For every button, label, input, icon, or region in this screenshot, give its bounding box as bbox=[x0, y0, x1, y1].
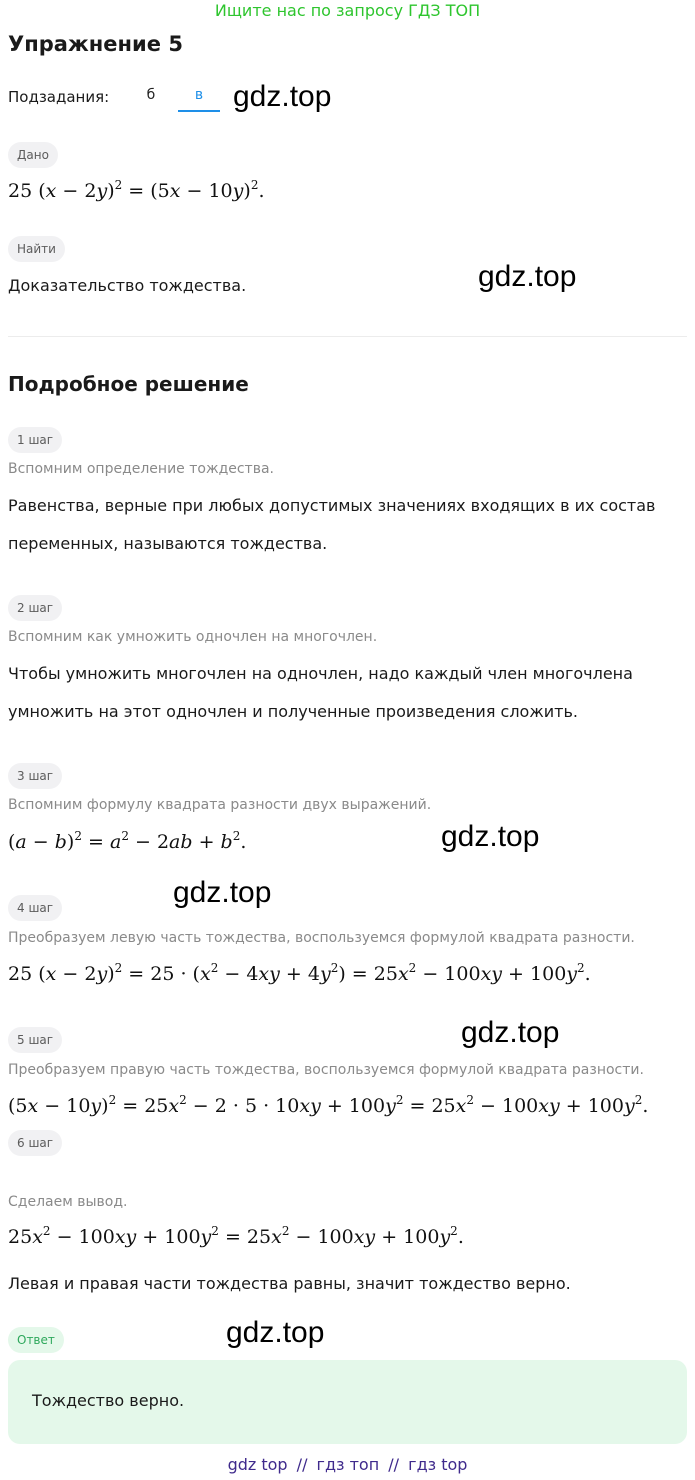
search-hint-banner: Ищите нас по запросу ГДЗ ТОП bbox=[214, 1, 481, 20]
step-badge: 2 шаг bbox=[8, 595, 62, 621]
find-text: Доказательство тождества. bbox=[8, 276, 247, 295]
solution-title: Подробное решение bbox=[8, 372, 249, 396]
step-formula: $(5x - 10y)^2 = 25x^2 - 2 \cdot 5 \cdot 10xy + 100y^2 = 25x^2 - 100xy + 100y^2$. bbox=[8, 1093, 649, 1117]
watermark: gdz.top bbox=[226, 1316, 325, 1349]
answer-text: Тождество верно. bbox=[32, 1391, 185, 1410]
watermark: gdz.top bbox=[233, 80, 332, 113]
given-formula: 25 $(x - 2y)^2 = (5x - 10y)^2$. bbox=[8, 178, 265, 202]
step-formula: $25x^2 - 100xy + 100y^2 = 25x^2 - 100xy + 100y^2$. bbox=[8, 1224, 464, 1248]
given-badge: Дано bbox=[8, 142, 58, 168]
step-badge: 4 шаг bbox=[8, 895, 62, 921]
step-badge: 6 шаг bbox=[8, 1130, 62, 1156]
step-hint: Сделаем вывод. bbox=[8, 1194, 128, 1210]
answer-badge: Ответ bbox=[8, 1327, 64, 1353]
step-hint: Вспомним определение тождества. bbox=[8, 461, 274, 477]
step-text: Левая и правая части тождества равны, значит тождество верно. bbox=[8, 1274, 571, 1293]
footer-link[interactable]: гдз топ bbox=[316, 1455, 380, 1474]
watermark: gdz.top bbox=[173, 876, 272, 909]
page-title: Упражнение 5 bbox=[8, 32, 183, 56]
find-badge: Найти bbox=[8, 236, 65, 262]
step-badge: 3 шаг bbox=[8, 763, 62, 789]
step-formula: 25 $(x - 2y)^2 = 25 \cdot (x^2 - 4xy + 4y^2) = 25x^2 - 100xy + 100y^2$. bbox=[8, 961, 591, 985]
step-text: Равенства, верные при любых допустимых значениях входящих в их состав переменных, называются тождества. bbox=[8, 496, 656, 553]
subtask-tab-b[interactable]: б bbox=[146, 87, 156, 103]
footer-separator: // bbox=[388, 1455, 400, 1474]
subtasks-label: Подзадания: bbox=[8, 88, 110, 106]
step-hint: Преобразуем правую часть тождества, воспользуемся формулой квадрата разности. bbox=[8, 1062, 644, 1078]
section-divider bbox=[8, 336, 687, 337]
step-badge: 5 шаг bbox=[8, 1027, 62, 1053]
step-hint: Вспомним формулу квадрата разности двух выражений. bbox=[8, 797, 432, 813]
footer-link[interactable]: gdz top bbox=[227, 1455, 288, 1474]
watermark: gdz.top bbox=[478, 260, 577, 293]
subtask-tab-v-active[interactable]: в bbox=[178, 87, 220, 112]
step-hint: Вспомним как умножить одночлен на многочлен. bbox=[8, 629, 378, 645]
footer-links bbox=[0, 1455, 695, 1474]
step-hint: Преобразуем левую часть тождества, воспользуемся формулой квадрата разности. bbox=[8, 930, 635, 946]
footer-link[interactable]: гдз top bbox=[408, 1455, 468, 1474]
watermark: gdz.top bbox=[441, 820, 540, 853]
step-formula: $(a - b)^2 = a^2 - 2ab + b^2$. bbox=[8, 829, 247, 853]
watermark: gdz.top bbox=[461, 1016, 560, 1049]
step-text: Чтобы умножить многочлен на одночлен, надо каждый член многочлена умножить на этот одночлен и полученные произведения сложить. bbox=[8, 664, 633, 721]
step-badge: 1 шаг bbox=[8, 427, 62, 453]
footer-separator: // bbox=[296, 1455, 308, 1474]
